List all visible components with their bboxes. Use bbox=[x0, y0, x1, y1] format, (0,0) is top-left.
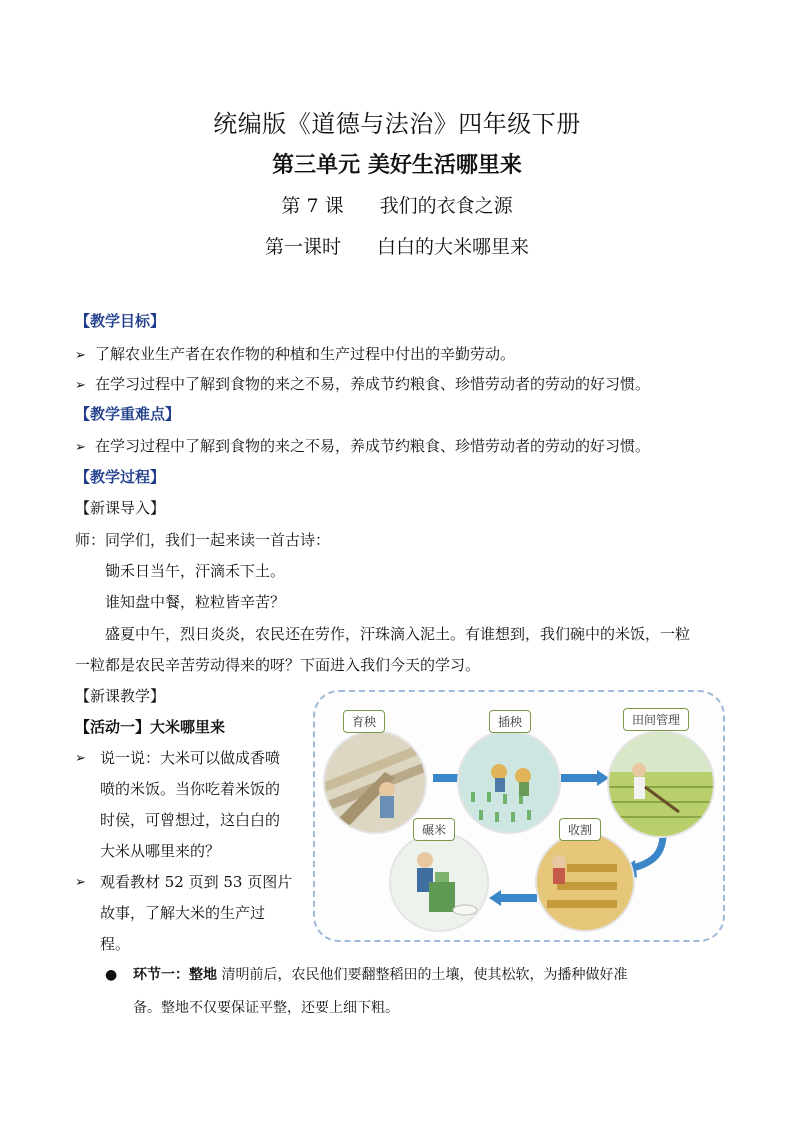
arrow-bullet-icon: ➢ bbox=[75, 348, 86, 363]
poem-line: 谁知盘中餐，粒粒皆辛苦？ bbox=[105, 593, 286, 611]
book-title: 统编版《道德与法治》四年级下册 bbox=[213, 110, 581, 138]
paragraph-line: 一粒都是农民辛苦劳动得来的呀？下面进入我们今天的学习。 bbox=[75, 656, 481, 674]
key-points-heading: 【教学重难点】 bbox=[75, 405, 181, 423]
period-number: 第一课时 bbox=[264, 236, 341, 258]
poem-line: 锄禾日当午，汗滴禾下土。 bbox=[105, 562, 286, 580]
key-point-item: ➢ 在学习过程中了解到食物的来之不易，养成节约粮食、珍惜劳动者的劳动的好习惯。 bbox=[75, 437, 651, 455]
goal-item: ➢ 了解农业生产者在农作物的种植和生产过程中付出的辛勤劳动。 bbox=[75, 345, 516, 363]
step-label-seedling: 育秧 bbox=[343, 710, 385, 733]
rice-process-diagram bbox=[313, 690, 725, 942]
harvesting-illustration bbox=[535, 832, 635, 932]
unit-title: 第三单元 美好生活哪里来 bbox=[272, 153, 522, 178]
step-label-transplant: 插秧 bbox=[489, 710, 531, 733]
step-one-line: ● 环节一：整地 清明前后，农民他们要翻整稻田的土壤，使其松软，为播种做好准 bbox=[105, 959, 627, 992]
arrow-bullet-icon: ➢ bbox=[75, 875, 86, 890]
lesson-name: 我们的衣食之源 bbox=[379, 195, 513, 217]
step-label-milling: 碾米 bbox=[413, 818, 455, 841]
goals-heading: 【教学目标】 bbox=[75, 312, 166, 330]
lesson-number: 第 7 课 bbox=[281, 195, 344, 217]
activity-title: 【活动一】大米哪里来 bbox=[75, 718, 226, 736]
arrow-bullet-icon: ➢ bbox=[75, 751, 86, 766]
process-heading: 【教学过程】 bbox=[75, 468, 166, 486]
activity-bullets bbox=[75, 743, 305, 960]
goal-item: ➢ 在学习过程中了解到食物的来之不易，养成节约粮食、珍惜劳动者的劳动的好习惯。 bbox=[75, 375, 651, 393]
rice-milling-illustration bbox=[389, 832, 489, 932]
arrow-bullet-icon: ➢ bbox=[75, 440, 86, 455]
step-label-field-management: 田间管理 bbox=[623, 708, 689, 731]
teacher-line: 师：同学们，我们一起来读一首古诗： bbox=[75, 531, 331, 549]
period-name: 白白的大米哪里来 bbox=[377, 236, 530, 258]
transplanting-illustration bbox=[457, 730, 561, 834]
intro-heading: 【新课导入】 bbox=[75, 499, 166, 517]
teaching-heading: 【新课教学】 bbox=[75, 687, 166, 705]
step-label-harvest: 收割 bbox=[559, 818, 601, 841]
arrow-bullet-icon: ➢ bbox=[75, 378, 86, 393]
bullet-watch: ➢ 观看教材 52 页到 53 页图片 故事，了解大米的生产过 程。 bbox=[75, 867, 305, 960]
bullet-speak: ➢ 说一说：大米可以做成香喷 喷的米饭。当你吃着米饭的 时侯，可曾想过，这白白的 大米从哪里来的？ bbox=[75, 743, 305, 867]
field-management-illustration bbox=[607, 730, 715, 838]
period-title bbox=[0, 232, 794, 259]
seedling-illustration bbox=[323, 730, 427, 834]
paragraph-line: 盛夏中午，烈日炎炎，农民还在劳作，汗珠滴入泥土。有谁想到，我们碗中的米饭，一粒 bbox=[105, 625, 691, 643]
step-one-continuation: 备。整地不仅要保证平整，还要上细下粗。 bbox=[133, 1000, 399, 1016]
lesson-title bbox=[0, 191, 794, 218]
dot-bullet-icon: ● bbox=[105, 967, 118, 983]
